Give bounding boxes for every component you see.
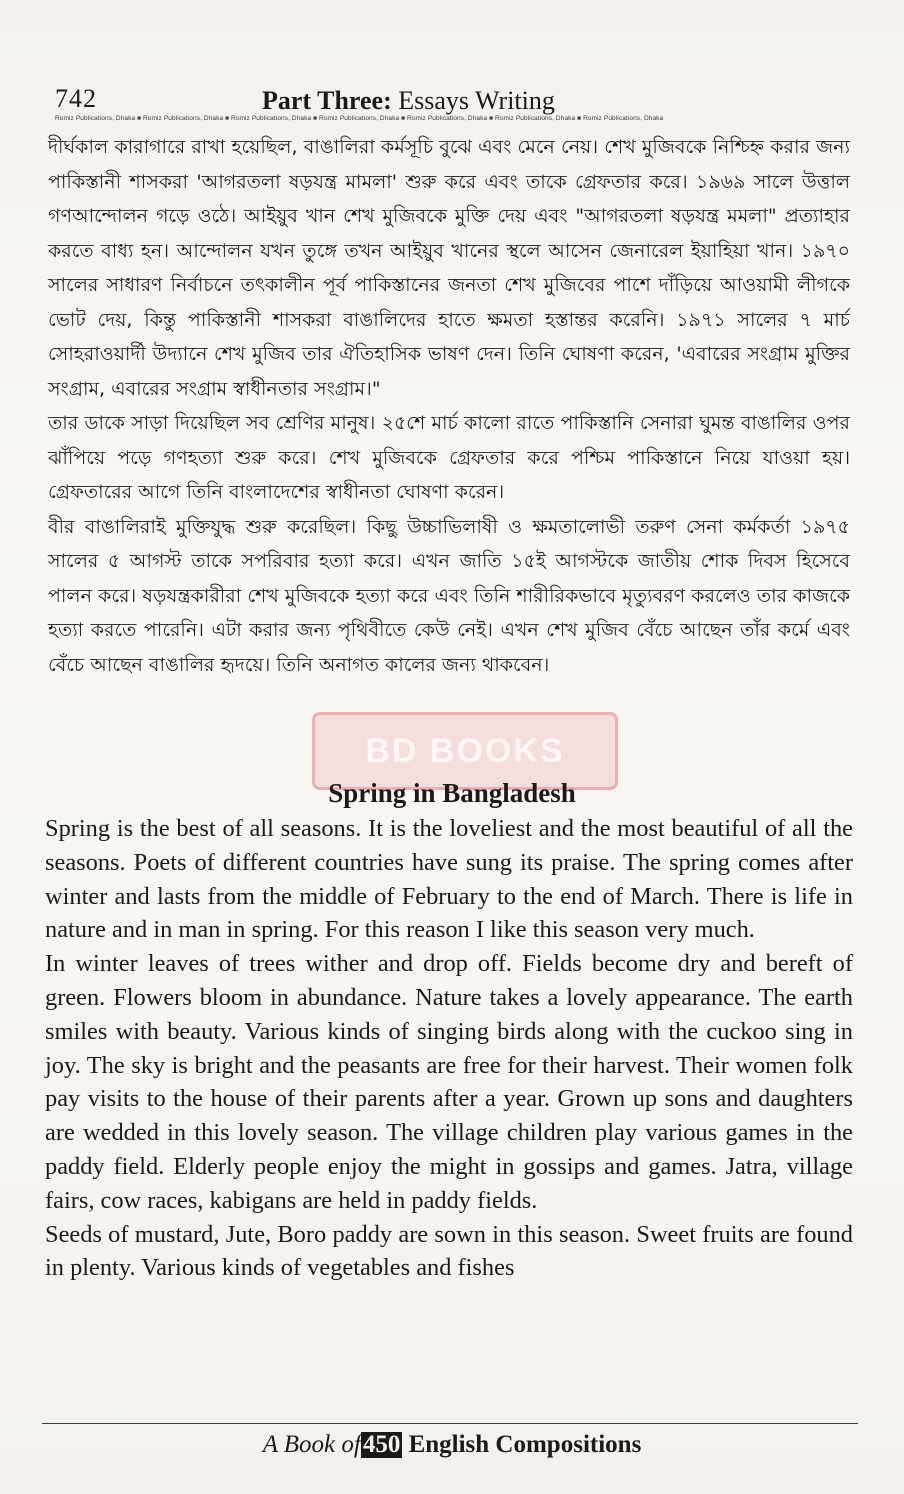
publisher-line: Romiz Publications, Dhaka ■ Romiz Publications, Dhaka ■ Romiz Publications, Dhaka ■ Romiz Publications, Dhaka ■ Romiz Publications, Dhaka ■ Romiz Publications, Dhaka ■ Romiz Publications, Dhaka <box>55 115 664 122</box>
bengali-paragraph: তার ডাকে সাড়া দিয়েছিল সব শ্রেণির মানুষ। ২৫শে মার্চ কালো রাতে পাকিস্তানি সেনারা ঘুমন্ত বাঙালির ওপর ঝাঁপিয়ে পড়ে গণহত্যা শুরু করে। শেখ মুজিবকে গ্রেফতার করে পশ্চিম পাকিস্তানে নিয়ে যাওয়া হয়। গ্রেফতারের আগে তিনি বাংলাদেশের স্বাধীনতা ঘোষণা করেন। <box>48 412 850 503</box>
bengali-text-block <box>48 130 850 682</box>
bengali-paragraph: বীর বাঙালিরাই মুক্তিযুদ্ধ শুরু করেছিল। কিছু উচ্চাভিলাষী ও ক্ষমতালোভী তরুণ সেনা কর্মকর্তা ১৯৭৫ সালের ৫ আগস্ট তাকে সপরিবার হত্যা করে। এখন জাতি ১৫ই আগস্টকে জাতীয় শোক দিবস হিসেবে পালন করে। ষড়যন্ত্রকারীরা শেখ মুজিবকে হত্যা করে এবং তিনি শারীরিকভাবে মৃত্যুবরণ করলেও তার কাজকে হত্যা করতে পারেনি। এটা করার জন্য পৃথিবীতে কেউ নেই। এখন শেখ মুজিব বেঁচে আছেন তাঁর কর্মে এবং বেঁচে আছেন বাঙালির হৃদয়ে। তিনি অনাগত কালের জন্য থাকবেন। <box>48 515 850 676</box>
page-number: 742 <box>55 84 97 113</box>
essay-paragraph: Seeds of mustard, Jute, Boro paddy are sown in this season. Sweet fruits are found in plenty. Various kinds of vegetables and fishes <box>45 1220 853 1282</box>
footer-prefix: A Book of <box>262 1431 361 1458</box>
footer-number-badge: 450 <box>362 1431 401 1458</box>
footer-divider <box>42 1423 858 1424</box>
watermark-text: BD BOOKS <box>365 731 565 770</box>
running-title <box>262 86 555 116</box>
section-label: Essays Writing <box>398 86 555 115</box>
part-label: Part Three: <box>262 86 392 115</box>
essay-body <box>45 812 853 1285</box>
essay-paragraph: In winter leaves of trees wither and drop off. Fields become dry and bereft of green. Flowers bloom in abundance. Nature takes a lovely appearance. The earth smiles with beauty. Various kinds of singing birds along with the cuckoo sing in joy. The sky is bright and the peasants are free for their harvest. Their women folk pay visits to the house of their parents after a year. Grown up sons and daughters are wedded in this lovely season. The village children play various games in the paddy field. Elderly people enjoy the might in gossips and games. Jatra, village fairs, cow races, kabigans are held in paddy fields. <box>45 950 853 1214</box>
page-header <box>0 78 904 128</box>
essay-title: Spring in Bangladesh <box>328 778 576 808</box>
page-footer <box>0 1431 904 1459</box>
essay-paragraph: Spring is the best of all seasons. It is the loveliest and the most beautiful of all the seasons. Poets of different countries have sung its praise. The spring comes after winter and lasts from the middle of February to the end of March. There is life in nature and in man in spring. For this reason I like this season very much. <box>45 815 853 944</box>
footer-suffix: English Compositions <box>408 1431 642 1458</box>
bengali-paragraph: দীর্ঘকাল কারাগারে রাখা হয়েছিল, বাঙালিরা কর্মসূচি বুঝে এবং মেনে নেয়। শেখ মুজিবকে নিশ্চিহ্ন করার জন্য পাকিস্তানী শাসকরা 'আগরতলা ষড়যন্ত্র মামলা' শুরু করে এবং তাকে গ্রেফতার করে। ১৯৬৯ সালে উত্তাল গণআন্দোলন গড়ে ওঠে। আইয়ুব খান শেখ মুজিবকে মুক্তি দেয় এবং "আগরতলা ষড়যন্ত্র মমলা" প্রত্যাহার করতে বাধ্য হন। আন্দোলন যখন তুঙ্গে তখন আইয়ুব খানের স্থলে আসেন জেনারেল ইয়াহিয়া খান। ১৯৭০ সালের সাধারণ নির্বাচনে তৎকালীন পূর্ব পাকিস্তানের জনতা শেখ মুজিবের পাশে দাঁড়িয়ে আওয়ামী লীগকে ভোট দেয়, কিন্তু পাকিস্তানী শাসকরা বাঙালিদের হাতে ক্ষমতা হস্তান্তর করেনি। ১৯৭১ সালের ৭ মার্চ সোহরাওয়ার্দী উদ্যানে শেখ মুজিব তার ঐতিহাসিক ভাষণ দেন। তিনি ঘোষণা করেন, 'এবারের সংগ্রাম মুক্তির সংগ্রাম, এবারের সংগ্রাম স্বাধীনতার সংগ্রাম।" <box>48 136 850 400</box>
